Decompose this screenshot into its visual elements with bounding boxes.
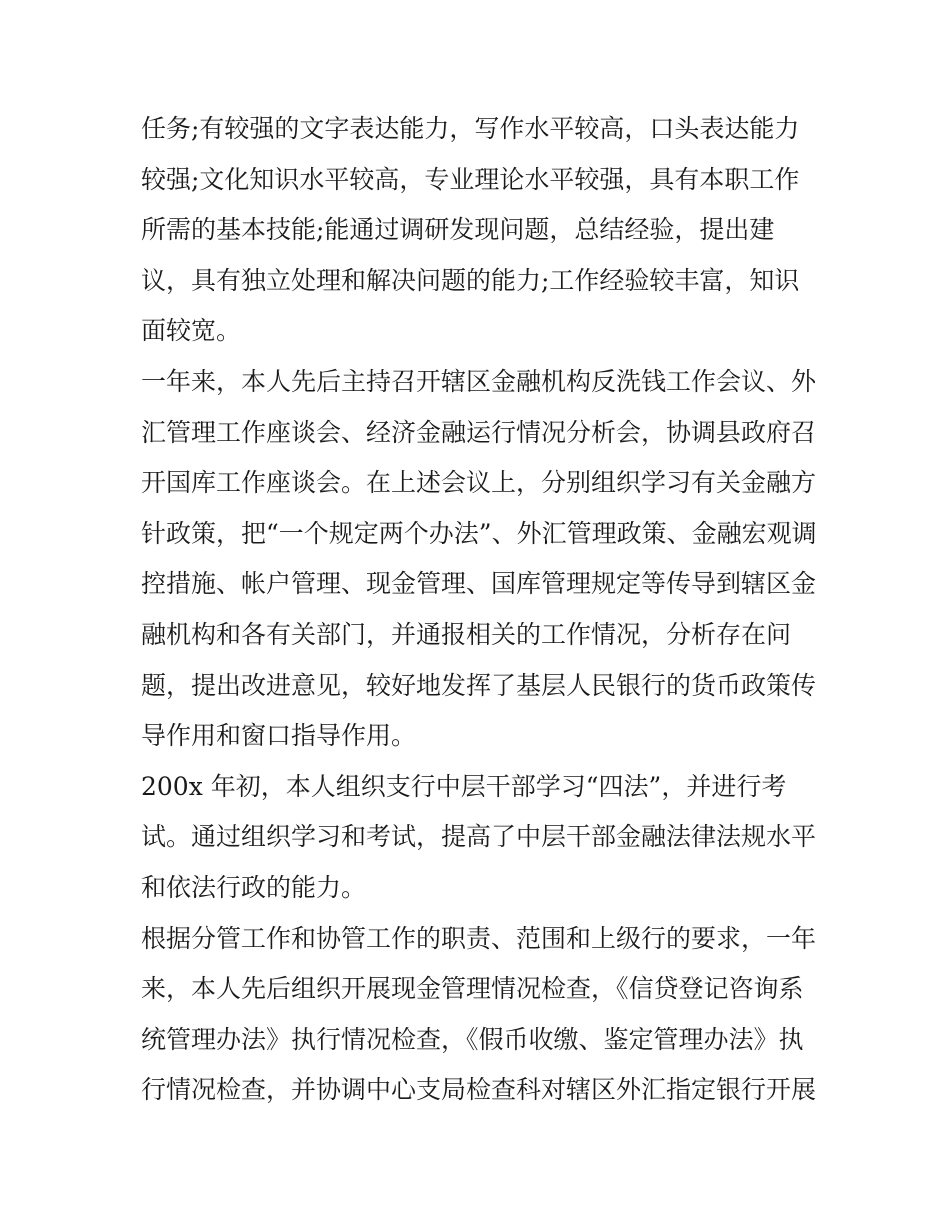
- text-line: 汇管理工作座谈会、经济金融运行情况分析会，协调县政府召: [141, 417, 817, 447]
- text-line: 融机构和各有关部门，并通报相关的工作情况，分析存在问: [141, 619, 792, 649]
- text-line: 试。通过组织学习和考试，提高了中层干部金融法律法规水平: [141, 822, 817, 852]
- body-text: [141, 104, 821, 1116]
- text-line: 针政策，把“一个规定两个办法”、外汇管理政策、金融宏观调: [141, 518, 817, 548]
- text-line: 议，具有独立处理和解决问题的能力;工作经验较丰富，知识: [141, 265, 800, 295]
- text-line: 一年来，本人先后主持召开辖区金融机构反洗钱工作会议、外: [141, 366, 817, 396]
- text-line: 200x 年初，本人组织支行中层干部学习“四法”，并进行考: [141, 771, 787, 801]
- text-line: 行情况检查，并协调中心支局检查科对辖区外汇指定银行开展: [141, 1075, 817, 1105]
- text-line: 面较宽。: [141, 316, 242, 346]
- text-line: 统管理办法》执行情况检查，《假币收缴、鉴定管理办法》执: [141, 1024, 804, 1054]
- text-line: 控措施、帐户管理、现金管理、国库管理规定等传导到辖区金: [141, 569, 817, 599]
- text-line: 和依法行政的能力。: [141, 872, 367, 902]
- text-line: 来，本人先后组织开展现金管理情况检查，《信贷登记咨询系: [141, 974, 804, 1004]
- text-line: 根据分管工作和协管工作的职责、范围和上级行的要求，一年: [141, 923, 817, 953]
- text-line: 题，提出改进意见，较好地发挥了基层人民银行的货币政策传: [141, 670, 817, 700]
- text-line: 所需的基本技能;能通过调研发现问题，总结经验，提出建: [141, 215, 775, 245]
- text-line: 任务;有较强的文字表达能力，写作水平较高，口头表达能力: [141, 114, 800, 143]
- text-line: 开国库工作座谈会。在上述会议上，分别组织学习有关金融方: [141, 468, 817, 498]
- text-line: 导作用和窗口指导作用。: [141, 721, 417, 751]
- text-line: 较强;文化知识水平较高，专业理论水平较强，具有本职工作: [141, 164, 800, 194]
